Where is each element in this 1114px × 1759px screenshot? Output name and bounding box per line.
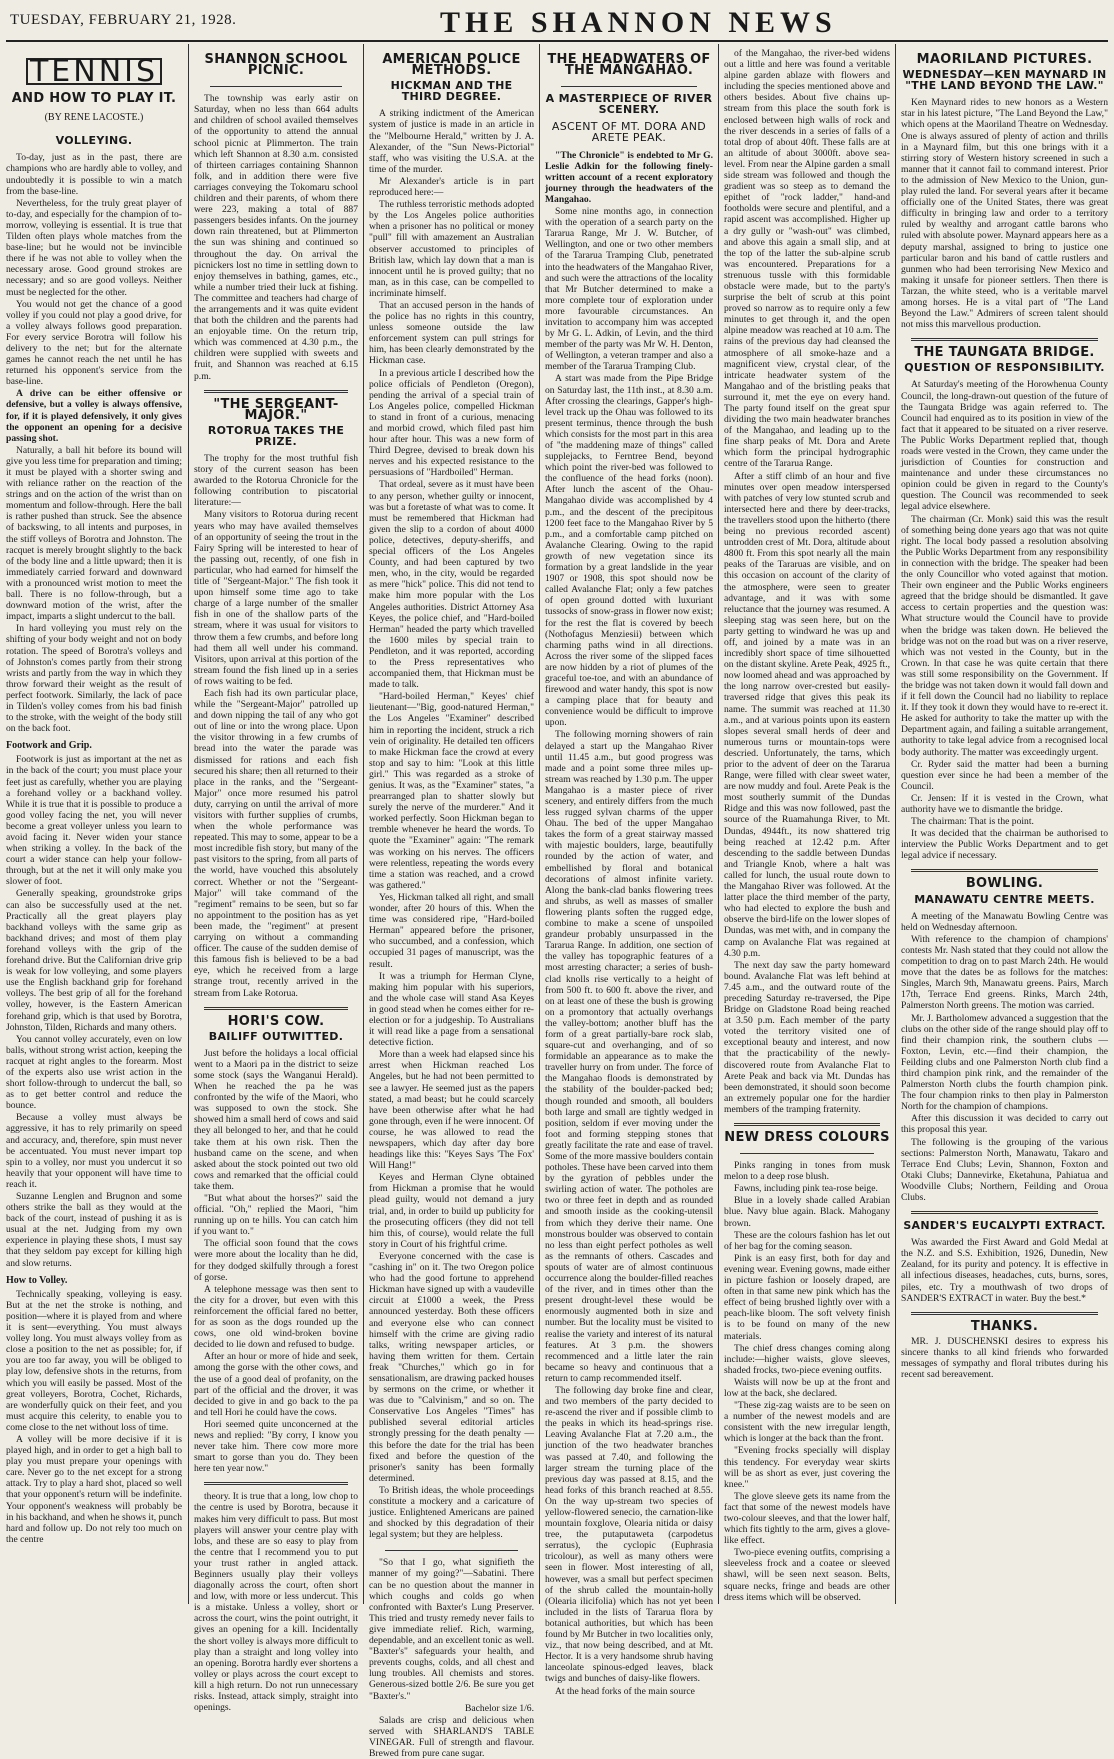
rule [734, 1123, 880, 1126]
tennis-subtitle: AND HOW TO PLAY IT. [11, 91, 177, 107]
column-4 [545, 48, 713, 1697]
headline-taungata: THE TAUNGATA BRIDGE. [914, 345, 1095, 361]
advertisement: Salads are crisp and delicious when served with SHARLAND'S TABLE VINEGAR. Full of strength and flavour. Brewed from pure cane sugar. [369, 1714, 534, 1759]
paragraph: With reference to the champion of champions' contests Mr. Nash stated that they could not allow the competition to drag on to past March 24th. He would move that the dates be as follows for the matches: Singles, March 9th, Manawatu greens. Pairs, March 17th, Terrace End greens. Rinks, March 24th, Palmerston North greens. The motion was carried. [901, 933, 1108, 1012]
rule [911, 1211, 1098, 1214]
paragraph: More than a week had elapsed since his arrest when Hickman reached Los Angeles, but he had not been permitted to see a lawyer. He seemed just as the papers stated, a mad beast; but he could scarcely have been otherwise after what he had gone through, even if he were innocent. Of course, he was allowed to read the newspapers, which day after day bore headings like this: "Keyes Says 'The Fox' Will Hang!" [369, 1049, 534, 1172]
headline-sergeant-major: "THE SERGEANT-MAJOR." [213, 396, 339, 423]
headline-horis-cow: HORI'S COW. [227, 1013, 325, 1029]
subheadline: ASCENT OF MT. DORA AND ARETE PEAK. [551, 120, 707, 145]
column-rule [188, 44, 189, 1604]
paragraph: Everyone concerned with the case is "cashing in" on it. The two Oregon police who had the good fortune to apprehend Hickman have signed up with a vaudeville circuit at £1000 a week, the Press announced yesterday. Both these officers and everyone else who can connect himself with the crime are giving radio talks, writing newspaper articles, or having them written for them. Certain freak "Churches," which go in for sensationalism, are drawing packed houses by sermons on the crime, or whether it was due to "Calvinism," and so on. The Conservative Los Angeles "Times" has published several editorial articles strongly pressing for the death penalty —this before the date for the trial has been fixed and before the question of the prisoner's sanity has been formally determined. [369, 1250, 534, 1484]
paragraph: The following morning showers of rain delayed a start up the Mangahao River until 11.45 a.m., but good progress was made and a point some three miles up-stream was reached by 1.30 p.m. The upper Mangahao is a master piece of river scenery, and entirely differs from the much less rugged sylvan charms of the upper Ohau. The bed of the upper Mangahao takes the form of a great stairway massed with majestic boulders, large, beautifully rounded by the action of water, and embellished by floral and botanical decorations of almost infinite variety. Along the bank-clad banks flowering trees and shrubs, as well as masses of smaller flowering plants soften the rugged edge, combine to make a scene of unspoiled grandeur probably unsurpassed in the Tararua Range. In addition, one section of the valley has topographic features of a most arresting character; a series of bush-clad knolls rise vertically to a height of from 500 ft. to 600 ft. above the river, and on at least one of these the bush is growing on a promontory that actually overhangs the valley-bottom; another bluff has the form of a great partially-bare rock slab, square-cut and overhanging, and of so formidable an appearance as to make the traveller hurry on from under. The force of the Mangahao floods is demonstrated by the stability of the boulder-packed bed; though rounded and smooth, all boulders both large and small are tightly wedged in position, seldom if ever moving under the foot and forming stepping stones that greatly facilitate the rate and ease of travel. Some of the more massive boulders contain potholes. These have been carved into them by the gyration of pebbles under the swirling action of water. The potholes are two or three feet in depth and as rounded and smooth inside as the cooking-utensil from which they derive their name. One monstrous boulder was observed to contain no less than eight perfect potholes as well as the remnants of others. Cascades and spouts of water are of almost continuous occurrence along the boulder-filled reaches of the river, and in times other than the present drought-level these would be enormously augmented both in size and number. But the locality must be visited to realise the variety and interest of its natural features. At 3 p.m. the showers recommenced and a little later the rain became so heavy and continuous that a return to camp recommended itself. [545, 729, 713, 1384]
rule [911, 338, 1098, 341]
subheadline: MANAWATU CENTRE MEETS. [914, 892, 1095, 906]
headline-sanders: SANDER'S EUCALYPTI EXTRACT. [903, 1219, 1106, 1233]
paragraph: A striking indictment of the American system of justice is made in an article in the "Melbourne Herald," written by J. A. Alexander, of the "Sun News-Pictorial" staff, who was visiting the U.S.A. at the time of the murder. [369, 108, 534, 175]
paragraph: Many visitors to Rotorua during recent years who may have availed themselves of an opportunity of seeing the trout in the Fairy Spring will be interested to hear of the passing out, recently, of one fish in particular, who had earned for himself the title of "Sergeant-Major." The fish took it upon himself some time ago to take charge of a large number of the smaller fish in one of the shallow parts of the stream, where it was usual for visitors to throw them a few crumbs, and before long had them all well under his command. Visitors, upon arrival at this portion of the stream found the fish lined up in a series of rows waiting to be fed. [194, 509, 358, 687]
paragraph: Blue in a lovely shade called Arabian blue. Navy blue again. Black. Mahogany brown. [724, 1195, 890, 1229]
paragraph: At Saturday's meeting of the Horowhenua County Council, the long-drawn-out question of the future of the Taungata Bridge was again referred to. The Council had enquired as to its position in view of the fact that it appeared to be situated on a river reserve. The Public Works Department replied that, though roads were vested in the Crown, they came under the jurisdiction of Counties for construction and maintenance and under these circumstances no opinion could be given in regard to the County's question. The Council was recommended to seek legal advice elsewhere. [901, 379, 1108, 513]
paragraph: The chief dress changes coming along include:—higher waists, glove sleeves, shaded frocks, two-piece evening outfits. [724, 1342, 890, 1376]
paragraph: These are the colours fashion has let out of her bag for the coming season. [724, 1229, 890, 1252]
paragraph: Technically speaking, volleying is easy. But at the net the stroke is nothing, and position—where it is played from and where it is sent—everything. You must always volley long. You must always volley from as close a position to the net as possible; for, if you are too far away, you will be obliged to play low, defensive shots in the returns, from which you will easily be passed. Most of the great volleyers, Borotra, Cochet, Richards, are wonderfully quick on their feet, and you must acquire this celerity, to enable you to come close to the net without loss of time. [6, 1288, 182, 1433]
column-6 [901, 48, 1108, 1600]
section-heading: How to Volley. [6, 1274, 68, 1286]
headline-mangahao: THE HEADWATERS OF THE MANGAHAO. [547, 52, 711, 79]
advertisement: "So that I go, what signifieth the manner of my going?"—Sabatini. There can be no question about the manner in which coughs and colds go when confronted with Baxter's Lung Preserver. This tried and trusty remedy never fails to give immediate relief. Rich, warming, dependable, and an excellent tonic as well. "Baxter's" safeguards your health, and prevents coughs, colds, and all chest and lung troubles. All chemists and stores. Generous-sized bottle 2/6. Be sure you get "Baxter's." [369, 1557, 534, 1702]
paragraph: The official soon found that the cows were more about the locality than he did, for they dodged skilfully through a forest of gorse. [194, 1238, 358, 1283]
rule [204, 1007, 348, 1010]
paragraph: In a previous article I described how the police officials of Pendleton (Oregon), pending the arrival of a special train of Los Angeles police, compelled Hickman to stand in front of a curious, menacing and morbid crowd, which filed past him hour after hour. This was a new form of Third Degree, devised to break down his nerves and his expected resistance to the persuasions of "Hardboiled" Herman. [369, 367, 534, 479]
paragraph: Fawns, including pink tea-rose beige. [734, 1183, 878, 1195]
subheadline: QUESTION OF RESPONSIBILITY. [904, 361, 1105, 375]
paragraph: After a stiff climb of an hour and five minutes over open meadow interspersed with patches of very low stunted scrub and intersected here and there by deer-tracks, the travellers stood upon the hitherto (there being no previous recorded ascent) untrodden crest of Mt. Dora, altitude about 4800 ft. From this spot nearly all the main peaks of the Tararuas are visible, and on this occasion on account of the clarity of the atmosphere, were seen to greater advantage, and it was with some reluctance that the journey was resumed. A sleeping stag was seen here, but on the party getting to windward he was up and off, and joined by a mate was in an incredibly short space of time silhouetted on the distant skyline. Arete Peak, 4925 ft., now loomed ahead and was approached by the long narrow over-crested but easily-traversed ridge that gives this peak its name. The summit was reached at 11.30 a.m., and at various points upon its eastern slopes several small herds of deer and numerous turns or mountain-tops were descried. Unfortunately, the tarns, which prior to the advent of deer on the Tararua Range, were filled with clear sweet water, are now muddy and foul. Arete Peak is the most southerly summit of the Dundas Ridge and this was now followed, past the source of the Ruamahunga River, to Mt. Dundas, 4944ft., its now shattered trig being reached at 12.42 p.m. After descending to the saddle between Dundas and Triangle Knob, where a halt was called for lunch, the usual route down to the Mangahao River was followed. At the latter place the third member of the party, who had elected to explore the bush and observe the bird-life on the lower slopes of Dundas, was met with, and in company the camp on Avalanche Flat was regained at 4.30 p.m. [724, 470, 890, 959]
column-tennis [6, 48, 182, 1600]
paragraph: Just before the holidays a local official went to a Maori pa in the district to seize some stock (says the Wanganui Herald). When he reached the pa he was confronted by the wife of the Maori, who was supposed to own the stock. She showed him a small herd of cows and said they all belonged to her, and that he could take them at his own risk. Then the husband came on the scene, and when asked about the stock pointed out two old cows and remarked that the official could take them. [194, 1047, 358, 1192]
paragraph: Keyes and Herman Clyne obtained from Hickman a promise that he would plead guilty, would not demand a jury trial, and, in order to build up publicity for the prosecuting officers (they did not tell him this, of course), would relate the full story in Court of his frightful crime. [369, 1172, 534, 1250]
advertisement-sign: Bachelor size 1/6. [465, 1702, 534, 1714]
rule [204, 1482, 348, 1485]
paragraph: At the head forks of the main source [555, 1685, 695, 1697]
paragraph: Yes, Hickman talked all right, and small wonder, after 20 hours of this. When the time was considered ripe, "Hard-boiled Herman" appeared before the prisoner, who succumbed, and a confession, which occupied 31 pages of manuscript, was the result. [369, 891, 534, 970]
paragraph: The chairman: That is the point. [911, 816, 1034, 828]
paragraph: The trophy for the most truthful fish story of the current season has been awarded to the Rotorua Chronicle for the following contribution to piscatorial literature:— [194, 453, 358, 509]
byline: (BY RENE LACOSTE.) [44, 112, 144, 124]
headline-bowling: BOWLING. [965, 876, 1044, 892]
headline-police: AMERICAN POLICE METHODS. [382, 52, 521, 79]
subheadline: HICKMAN AND THE THIRD DEGREE. [390, 79, 513, 104]
paragraph: Mr Alexander's article is in part reproduced here:— [369, 175, 534, 199]
paragraph: To British ideas, the whole proceedings constitute a mockery and a caricature of justice. Enlightened Americans are pained and shocked by this degradation of their legal system; but they are helpless. [369, 1484, 534, 1541]
paragraph: The following day broke fine and clear, and two members of the party decided to re-ascend the river and if possible climb to the peaks in which its head-springs rise. Leaving Avalanche Flat at 7.20 a.m., the junction of the two headwater branches was passed at 7.40, and following the larger stream the turning place of the previous day was passed at 8.15, and the head forks of this branch reached at 8.55. On the way up-stream two species of yellow-flowered senecio, the carnation-like mountain foxglove, Olearia nitida or daisy tree, the putaputaweta (carpodetus serratus), the cyclopic (Euphrasia tricolour), as well as many others were seen in flower. Most interesting of all, however, was a small but perfect specimen of the shrub called the mountain-holly (Olearia ilicifolia) which has not yet been included in the lists of Tararua flora by botanical authorities, but which has been found by Mr Butcher in two localities only, viz., that now being described, and at Mt. Hector. It is a very handsome shrub having lanceolate spinous-edged leaves, black twigs and bunches of daisy-like flowers. [545, 1384, 713, 1685]
column-2 [194, 48, 358, 1714]
paragraph: The township was early astir on Saturday, when no less than 664 adults and children of school availed themselves of the opportunity to attend the annual school picnic at Plimmerton. The train which left Shannon at 8.30 a.m. consisted of thirteen carriages containing Shannon folk, and in addition there were five carriages conveying the Tokomaru school children and their parents, of whom there were 223, making a total of 887 passengers besides infants. On the journey down rain threatened, but at Plimmerton the sun was shining and continued so throughout the day. On arrival the picnickers lost no time in settling down to enjoy themselves in bathing, games, etc., while a number tried their luck at fishing. The committee and teachers had charge of the arrangements and it was quite evident that both the children and the parents had an enjoyable time. On the return trip, which was commenced at 4.30 p.m., the children were supplied with sweets and fruit, and Shannon was reached at 6.15 p.m. [194, 93, 358, 382]
paragraph: It was decided that the chairman be authorised to interview the Public Works Department and to get legal advice if necessary. [901, 828, 1108, 862]
paragraph: Cr. Ryder said the matter had been a burning question ever since he had been a member of the Council. [901, 758, 1108, 792]
paragraph: "These zig-zag waists are to be seen on a number of the newest models and are consistent with the new irregular length, which is longer at the back than the front. [724, 1400, 890, 1445]
subheadline: WEDNESDAY—KEN MAYNARD IN "THE LAND BEYOND THE LAW." [902, 68, 1107, 93]
headline-maoriland: MAORILAND PICTURES. [916, 52, 1093, 67]
paragraph: Each fish had its own particular place, while the "Sergeant-Major" patrolled up and down nipping the tail of any who got out of line or into the wrong place. Upon the visitor throwing in a few crumbs of bread into the water the parade was dismissed for rations and each fish secured his share; then all returned to their place in the ranks, and the "Sergeant-Major" once more resumed his patrol duty, carrying on until the arrival of more visitors with further supplies of crumbs, when the whole performance was repeated. This may to some, appear to be a most incredible fish story, but many of the past visitors to the spring, from all parts of the world, have vouched this absolutely correct. Whether or not the "Sergeant-Major" will take command of the "regiment" remains to be seen, but so far no appointment to the position has as yet been made, the "regiment" at present carrying on without a commanding officer. The cause of the sudden demise of this famous fish is believed to be a bad eye, which he received from a large strange trout, recently arrived in the stream from Lake Rotorua. [194, 687, 358, 999]
paragraph: Pinks ranging in tones from musk melon to a deep rose blush. [724, 1160, 890, 1183]
headline-thanks: THANKS. [970, 1318, 1039, 1334]
paragraph: That ordeal, severe as it must have been to any person, whether guilty or innocent, was but a foretaste of what was to come. It must be remembered that Hickman had given the slip to a cordon of about 4000 police, detectives, deputy-sheriffs, and special officers of the Los Angeles County, and had been captured by two men, who, in the city, would be regarded as mere "hick" police. This did not tend to make him more popular with the Los Angeles authorities. District Attorney Asa Keyes, the police chief, and "Hard-boiled Herman" headed the party which travelled the 1600 miles by special train to Pendleton, and it was reported, according to the Press representatives who accompanied them, that Hickman must be made to talk. [369, 479, 534, 691]
subheadline: A MASTERPIECE OF RIVER SCENERY. [545, 92, 713, 117]
paragraph: Ken Maynard rides to new honors as a Western star in his latest picture, "The Land Beyond the Law," which opens at the Maoriland Theatre on Wednesday. One is always assured of plenty of action and thrills in a Maynard film, but this one brings with it a stirring story of Western history screened in such a manner that it cannot fail to command interest. Prior to the admission of New Mexico to the Union, gun-play ruled the land. For several years after it became officially one of the United States, there was great difficulty in bringing law and order to a territory ruled by wealthy and arrogant cattle barons who ruled with absolute power. Maynard appears here as a deputy marshal, assigned to bring to justice one particular baron and his band of cattle rustlers and gunmen who had been terrorising New Mexico and making it unsafe for pioneer settlers. Then there is Tarzan, the white steed, who is a veritable marvel among horses. He is a vital part of "The Land Beyond the Law." Admirers of screen talent should not miss this marvellous production. [901, 97, 1108, 331]
paragraph: A volley will be more decisive if it is played high, and in order to get a high ball to play you must prepare your openings with care. Never go to the net except for a strong attack. Try to play a hard shot, placed so well that your opponent's return will be indefinite. Your opponent's weakness will probably be in his backhand, and when he shows it, punch hard and follow up. Do not rely too much on the centre [6, 1433, 182, 1545]
section-heading: Footwork and Grip. [6, 740, 92, 752]
column-3 [369, 48, 534, 1759]
headline-picnic: SHANNON SCHOOL PICNIC. [204, 52, 348, 79]
headline-dress-colours: NEW DRESS COLOURS [724, 1130, 890, 1145]
paragraph: The ruthless terroristic methods adopted by the Los Angeles police authorities when a prisoner has no political or money "pull" fill with amazement an Australian observer accustomed to principles of British law, which lay down that a man is innocent until he is proved guilty; that no man, as in this case, can be compelled to incriminate himself. [369, 199, 534, 299]
paragraph: "But what about the horses?" said the official. "Oh," replied the Maori, "him running up on te hills. You can catch him if you want to." [194, 1193, 358, 1238]
issue-date: TUESDAY, FEBRUARY 21, 1928. [10, 12, 237, 28]
lede-paragraph: A drive can be either offensive or defensive, but a volley is always offensive, for, if it is played defensively, it only gives the opponent an opening for a decisive passing shot. [6, 388, 182, 444]
tennis-title: TENNIS [26, 58, 162, 85]
paragraph: Pink is an easy first, both for day and evening wear. Evening gowns, made either in picture fashion or loosely draped, are often in that same new pink which has the effect of being brushed lightly over with a peach-like bloom. The soft velvety finish is to be found on many of the new materials. [724, 1252, 890, 1342]
rule [740, 1153, 874, 1154]
rule [911, 869, 1098, 872]
paragraph: Mr. J. Bartholomew advanced a suggestion that the clubs on the other side of the range should play off to find their champion rink, the southern clubs —Foxton, Levin, etc.—find their champion, the Feilding clubs and one Palmerston North club find a third champion pink rink, and the remainder of the Palmerston North clubs the fourth champion pink. The four champion rinks to then play in Palmerston North for the champion of champions. [901, 1012, 1108, 1113]
paragraph: You would not get the chance of a good volley if you could not play a good drive, for a volley always follows good preparation. For every service Borotra will follow his delivery to the net; but for the alternate games he cannot reach the net until he has returned his opponent's service from the base-line. [6, 298, 182, 388]
paragraph: Nevertheless, for the truly great player of to-day, and especially for the champion of to-morrow, volleying is essential. It is true that Tilden often plays whole matches from the base-line; but he would not be invincible there if he was not able to volley when the necessary arose. Good ground strokes are necessary; and so are good volleys. Neither must be neglected for the other. [6, 197, 182, 298]
paragraph: Cr. Jensen: If it is vested in the Crown, what authority have we to dismantle the bridge. [901, 792, 1108, 815]
column-rule [363, 44, 364, 1604]
paragraph: The chairman (Cr. Monk) said this was the result of something being done years ago that was not quite right. The local body passed a resolution absolving the Public Works Department from any responsibility in connection with the bridge. The speaker had been the only Councillor who voted against that motion. Their own engineer and the Public Works engineers agreed that the bridge should be dismantled. It gave access to certain properties and the question was: What structure would the Council have to provide when the bridge was taken down. He believed the bridge was not on the road but was on a river reserve, which was not vested in the County, but in the Crown. In that case he was quite certain that there was still some responsibility on the Government. If the bridge was not taken down it would fall down and if it fell down the Council had no liability to replace it. If they took it down they would have to re-erect it. He asked for authority to take the matter up with the Department again, and failing a suitable arrangement, authority to take legal advice from a recognised local body authority. The matter was exceedingly urgent. [901, 513, 1108, 758]
paragraph: You cannot volley accurately, even on low balls, without strong wrist action, keeping the racquet at right angles to the forearm. Most of the experts also use wrist action in the short follow-through to undercut the ball, so as to get better control and reduce the bounce. [6, 1033, 182, 1112]
paragraph: A meeting of the Manawatu Bowling Centre was held on Wednesday afternoon. [901, 910, 1108, 933]
paragraph: Naturally, a ball hit before its bound will give you less time for preparation and timing; it must be played with a shorter swing and with reliance rather on the reaction of the strings and on the action of the wrist than on momentum and follow-through. Here the ball is rather pushed than struck. See the absence of backswing, to all intents and purposes, in the stiff volleys of Borotra and Johnston. The racquet is merely brought slightly to the back of the body line and a little upward; then it is immediately carried forward and downward with a pronounced wrist motion to meet the ball. There is no follow-through, but a downward motion of the wrist, after the impact, imparts a slight undercut to the ball. [6, 444, 182, 623]
subheadline: ROTORUA TAKES THE PRIZE. [207, 423, 345, 448]
paragraph: Generally speaking, groundstroke grips can also be successfully used at the net. Practically all the great players play backhand volleys with the same grip as backhand drives; and most of them play forehand volleys with the grip of the forehand drive. But the Californian drive grip is weak for low volleying, and some players use the English backhand grip for forehand volleys. The best grip of all for the forehand volley, however, is the Eastern American forehand grip, which is that used by Borotra, Johnston, Tilden, Richards and many others. [6, 888, 182, 1033]
paragraph: "Hard-boiled Herman," Keyes' chief lieutenant—"Big, good-natured Herman," the Los Angeles "Examiner" described him in reporting the incident, struck a rich vein of originality. He detailed ten officers to make Hickman face the crowd at every stop and say to him: "Look at this little girl." This was regarded as a stroke of genius. It was, as the "Examiner" states, "a prearranged plan to shatter slowly but surely the nerve of the murderer." And it worked perfectly. Soon Hickman began to tremble whenever he heard the words. To quote the "Examiner" again: "The remark was working on his nerves. The officers were relentless, repeating the words every time a station was reached, and a crowd was gathered." [369, 691, 534, 891]
column-5 [724, 48, 890, 1603]
newspaper-title: THE SHANNON NEWS [440, 6, 837, 39]
paragraph: Because a volley must always be aggressive, it has to rely primarily on speed and accuracy, and, therefore, spin must never be accentuated. You must never impart top spin to a volley, nor must you undercut it so heavily that your opponent will have time to reach it. [6, 1112, 182, 1190]
rule [204, 390, 348, 393]
section-heading: VOLLEYING. [55, 134, 133, 148]
column-rule [895, 44, 896, 1604]
advertisement: Was awarded the First Award and Gold Medal at the N.Z. and S.S. Exhibition, 1926, Dunedin, New Zealand, for its purity and potency. It is effective in all infectious diseases, headaches, cuts, burns, sores, piles, etc. Try a mouthwash of two drops of SANDER'S EXTRACT in water. Buy the best.* [901, 1237, 1108, 1304]
paragraph: It was a triumph for Herman Clyne, making him popular with his superiors, and the whole case will stand Asa Keyes in good stead when he comes either for re-election or for a judgeship. To Australians it will read like a page from a sensational detective fiction. [369, 970, 534, 1049]
paragraph: MR. J. DUSCHENSKI desires to express his sincere thanks to all kind friends who forwarded messages of sympathy and floral tributes during his recent sad bereavement. [901, 1335, 1108, 1381]
subheadline: BAILIFF OUTWITTED. [208, 1029, 344, 1043]
paragraph: To-day, just as in the past, there are champions who are hardly able to volley, and undoubtedly it is possible to win a match from the base-line. [6, 152, 182, 197]
paragraph: A telephone message was then sent to the city for a drover, but even with this reinforcement the official fared no better, for as soon as the dogs rounded up the cows, one old wind-broken bovine decided to lie down and refused to budge. [194, 1283, 358, 1351]
masthead [0, 0, 1114, 38]
paragraph: Hori seemed quite unconcerned at the news and replied: "By corry, I know you never take him. There cow more more smart to gorse than you do. They been here ten year now." [194, 1418, 358, 1475]
paragraph: Some nine months ago, in connection with the operation of a search party on the Tararua Range, Mr J. W. Butcher, of Wellington, and one or two other members of the Tararua Tramping Club, penetrated into the headwaters of the Mangahao River, and such were the attractions of the locality that Mr Butcher determined to make a more complete tour of exploration under more favourable circumstances. An invitation to accompany him was accepted by Mr G. L. Adkin, of Levin, and the third member of the party was Mr W. H. Denton, of Wellington, a veteran tramper and also a member of the Tararua Tramping Club. [545, 206, 713, 373]
paragraph: Two-piece evening outfits, comprising a sleeveless frock and a coatee or sleeved shawl, will be seen next season. Belts, square necks, fringe and beads are other dress items which will be observed. [724, 1547, 890, 1603]
paragraph: Suzanne Lenglen and Brugnon and some others strike the ball as they would at the back of the court, instead of pushing it as is usual at the net. Judging from my own experience in playing these shots, I must say that they seldom pay except for killing high and slow returns. [6, 1191, 182, 1269]
paragraph: After this discussion it was decided to carry out this proposal this year. [901, 1113, 1108, 1136]
paragraph: The next day saw the party homeward bound. Avalanche Flat was left behind at 7.45 a.m., and the outward route of the preceding Saturday re-traversed, the Pipe Bridge on Gladstone Road being reached at 3.50 p.m. Each member of the party voted the territory visited one of exceptional beauty and interest, and now that the practicability of the newly-discovered route from Avalanche Flat to Arete Peak and back via Mt. Dundas has been demonstrated, it should soon become an extremely popular one for the hardier members of the tramping fraternity. [724, 959, 890, 1115]
rule [385, 1550, 518, 1551]
rule [210, 86, 342, 87]
rule [911, 1312, 1098, 1315]
paragraph: The following is the grouping of the various sections: Palmerston North, Manawatu, Takaro and Terrace End Clubs; Levin, Shannon, Foxton and Otaki Clubs; Dannevirke, Eketahuna, Pahiatua and Woodville Clubs; Northern, Feilding and Oroua Clubs. [901, 1136, 1108, 1203]
paragraph: In hard volleying you must rely on the shifting of your body weight and not on body rotation. The speed of Borotra's volleys and of Johnston's comes partly from their strong wrists and partly from the way in which they throw forward their weight as the result of perfect footwork. Similarly, the lack of pace in Tilden's volley comes from his bad finish to the stroke, with the weight of the body still on the back foot. [6, 623, 182, 735]
intro-paragraph: "The Chronicle" is endebted to Mr G. Leslie Adkin for the following finely-written account of a recent exploratory journey through the headwaters of the Mangahao. [545, 149, 713, 205]
rule [561, 86, 697, 87]
paragraph: of the Mangahao, the river-bed widens out a little and here was found a veritable alpine garden ablaze with flowers and including the species mentioned above and others besides. About five chains up-stream from this place the south fork is enclosed between high walls of rock and the river descends in a series of falls of a total drop of about 40ft. These falls are at an altitude of about 3000ft. above sea-level. From near the Alpine garden a small side stream was followed and though the gradient was so steep as to demand the epithet of "rock ladder," hand-and footholds were secure and plentiful, and a rapid ascent was accomplished. Higher up a dry gully or "wash-out" was climbed, and above this again a small slip, and at the top of the latter the sub-alpine scrub was encountered. Preparations for a strenuous tussle with this formidable obstacle were made, but to the party's surprise the belt of scrub at this point proved so narrow as to require only a few minutes to get through it, and the open alpine meadow was reached at 10 a.m. The rains of the previous day had cleansed the atmosphere of all smoke-haze and a magnificent view, crystal clear, of the intricate headwater system of the Mangahao and of the bristling peaks that surround it, met the eye on every hand. The party found itself on the great spur dividing the two main headwater branches of the Mangahao, and leading up to the fine sharp peaks of Mt. Dora and Arete which form the principal hydrographic centre of the Tararua Range. [724, 48, 890, 470]
masthead-rule [6, 40, 1108, 42]
paragraph: After an hour or more of hide and seek, among the gorse with the other cows, and the use of a good deal of profanity, on the part of the official and the drover, it was decided to give in and go back to the pa and tell Hori he could have the cows. [194, 1351, 358, 1418]
paragraph: The glove sleeve gets its name from the fact that some of the newest models have two-colour sleeves, and that the lower half, which fits tightly to the arm, gives a glove-like effect. [724, 1490, 890, 1547]
paragraph: theory. It is true that a long, low chop to the centre is used by Borotra, because it makes him very difficult to pass. But most players will answer your centre play with lobs, and these are so easy to play from the centre that I recommend you to put your trust rather in angled attack. Beginners usually play their volleys diagonally across the court, often short and low, with more or less undercut. This is a mistake. Unless a volley, short or across the court, wins the point outright, it gives an opening for a kill. Incidentally the short volley is always more difficult to play than a straight and long volley into an opening. Borotra hardly ever shortens a volley or plays across the court except to kill a high return. Do not run unnecessary risks. Instead, attack simply, straight into openings. [194, 1491, 358, 1714]
paragraph: Footwork is just as important at the net as in the back of the court; you must place your feet just as carefully, whether you are playing a forehand volley or a backhand volley. While it is true that it is possible to produce a good volley facing the net, you will never become a great volleyer unless you learn to avoid facing it. Never widen your stance when striking a volley. In the back of the court a wider stance can help your follow-through, but at the net it will only make you slower of foot. [6, 754, 182, 888]
paragraph: Waists will now be up at the front and low at the back, she declared. [724, 1376, 890, 1399]
paragraph: That an accused person in the hands of the police has no rights in this country, unless someone outside the law enforcement system can pull strings for him, has been clearly demonstrated by the Hickman case. [369, 299, 534, 367]
column-rule [539, 44, 540, 1604]
paragraph: "Evening frocks specially will display this tendency. For everyday wear skirts will be as short as ever, just covering the knee." [724, 1445, 890, 1490]
paragraph: A start was made from the Pipe Bridge on Saturday last, the 11th inst., at 8.30 a.m. After crossing the clearings, Gapper's high-level track up the Ohau was followed to its present terminus, thence through the bush which consists for the most part in this area of "the maddening maze of things" called supplejacks, to Ferntree Bend, beyond which point the river-bed was followed to the confluence of the head forks (noon). After lunch the ascent of the Ohau-Mangahao divide was accomplished by 4 p.m., and the descent of the precipitous 1200 feet face to the Mangahao River by 5 p.m., and a comfortable camp pitched on Avalanche Clearing. Owing to the rapid growth of new vegetation since its formation by a great landslide in the year 1907 or 1908, this spot should now be called Avalanche Flat; only a few patches of open ground dotted with luxuriant tussocks of snow-grass in flower now exist; for the rest the flat is covered by beech (Nothofagus Menziesii) between which charming paths wind in all directions. Across the river some of the slipped faces are now hidden by a riot of plumes of the graceful toe-toe, and with an abundance of firewood and water handy, this spot is now a camping place that for beauty and convenience would be difficult to improve upon. [545, 373, 713, 729]
column-rule [718, 44, 719, 1604]
